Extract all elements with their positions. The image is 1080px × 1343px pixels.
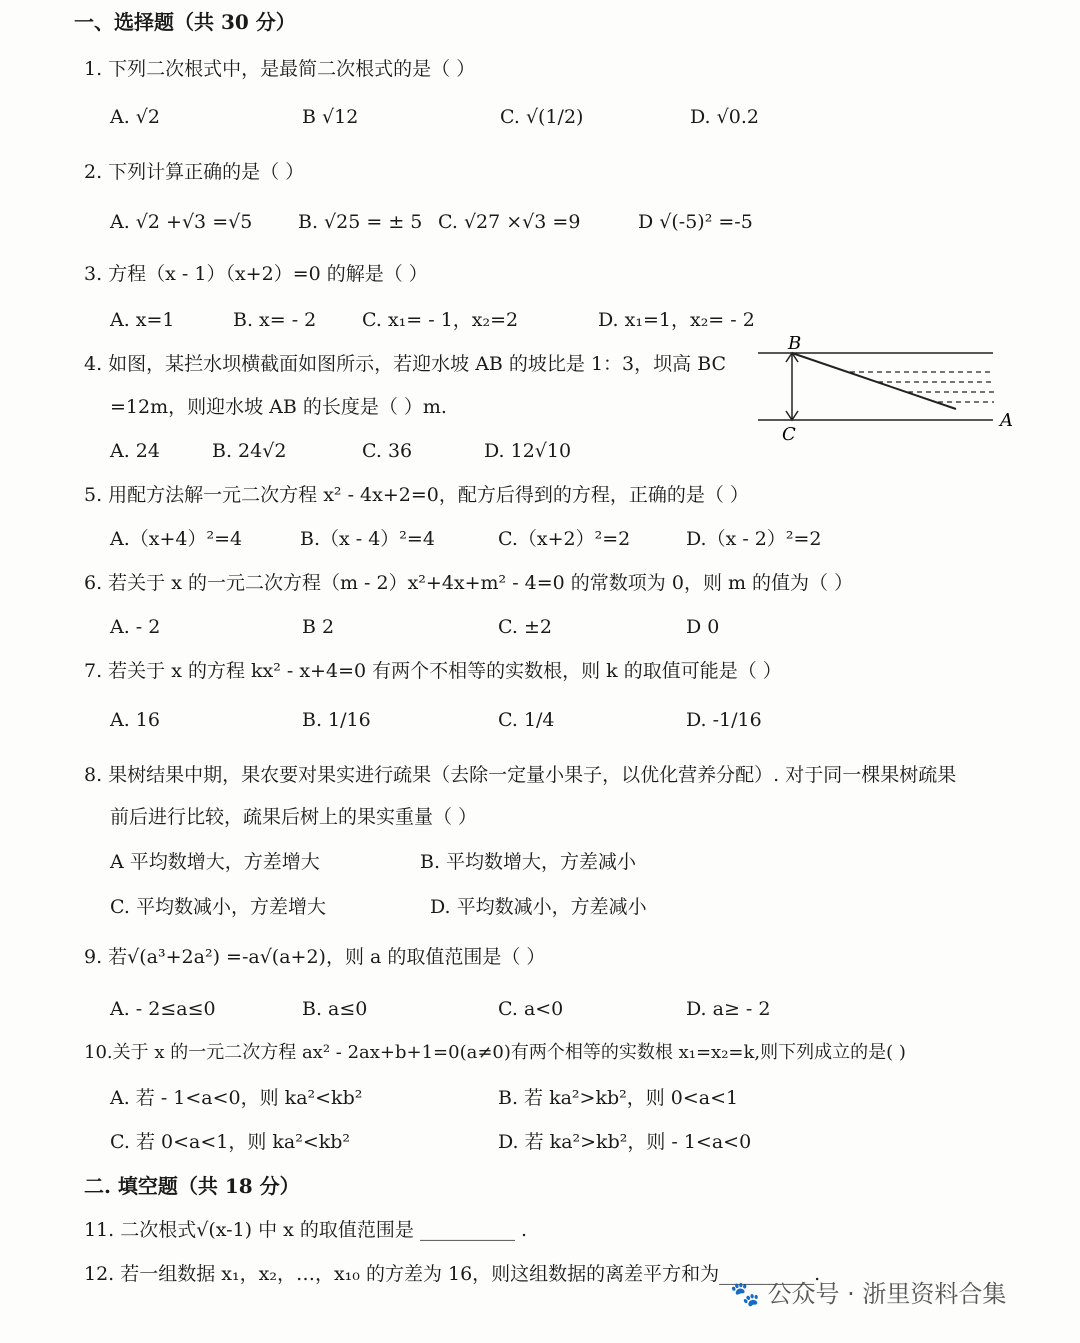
- q1-option-a: A. √2: [110, 106, 160, 128]
- q7-option-c: C. 1/4: [498, 709, 555, 731]
- q1-option-d: D. √0.2: [690, 106, 759, 128]
- q3-option-d: D. x₁=1，x₂= - 2: [598, 309, 755, 331]
- q3-option-a: A. x=1: [110, 309, 175, 331]
- q4-stem-line1: 4. 如图，某拦水坝横截面如图所示，若迎水坡 AB 的坡比是 1：3，坝高 BC: [84, 353, 727, 375]
- q9-option-c: C. a<0: [498, 998, 564, 1020]
- q3-stem: 3. 方程（x - 1）（x+2）=0 的解是（ ）: [84, 263, 428, 285]
- q8-stem-line2: 前后进行比较，疏果后树上的果实重量（ ）: [110, 806, 478, 828]
- q3-option-c: C. x₁= - 1，x₂=2: [362, 309, 519, 331]
- section-title-choice: 一、选择题（共 30 分）: [74, 10, 296, 34]
- q8-option-d: D. 平均数减小，方差减小: [430, 896, 647, 918]
- q4-stem-line2: =12m，则迎水坡 AB 的长度是（ ）m.: [110, 396, 447, 418]
- q8-option-c: C. 平均数减小，方差增大: [110, 896, 326, 918]
- q2-option-d: D √(-5)² =-5: [638, 211, 753, 233]
- q2-option-b: B. √25 = ± 5: [298, 211, 423, 233]
- q9-stem: 9. 若√(a³+2a²) =-a√(a+2)，则 a 的取值范围是（ ）: [84, 946, 546, 968]
- q12-stem: 12. 若一组数据 x₁，x₂，…，x₁₀ 的方差为 16，则这组数据的离差平方和为__________.: [84, 1263, 821, 1285]
- q6-option-d: D 0: [686, 616, 720, 638]
- label-a: A: [1000, 410, 1013, 431]
- q4-option-d: D. 12√10: [484, 440, 572, 462]
- q6-stem: 6. 若关于 x 的一元二次方程（m - 2）x²+4x+m² - 4=0 的常数项为 0，则 m 的值为（ ）: [84, 572, 854, 594]
- q11-stem: 11. 二次根式√(x-1) 中 x 的取值范围是 __________ .: [84, 1219, 528, 1241]
- q10-option-c: C. 若 0<a<1，则 ka²<kb²: [110, 1131, 351, 1153]
- q2-option-a: A. √2 +√3 =√5: [110, 211, 253, 233]
- q8-stem-line1: 8. 果树结果中期，果农要对果实进行疏果（去除一定量小果子，以优化营养分配）. 对于同一棵果树疏果: [84, 764, 957, 786]
- q6-option-c: C. ±2: [498, 616, 552, 638]
- q10-option-d: D. 若 ka²>kb²，则 - 1<a<0: [498, 1131, 752, 1153]
- q5-stem: 5. 用配方法解一元二次方程 x² - 4x+2=0，配方后得到的方程，正确的是（ ）: [84, 484, 749, 506]
- slope-ab-line: [792, 353, 956, 409]
- q9-option-a: A. - 2≤a≤0: [110, 998, 216, 1020]
- q1-stem: 1. 下列二次根式中，是最简二次根式的是（ ）: [84, 58, 476, 80]
- section-title-fill-in: 二. 填空题（共 18 分）: [84, 1174, 300, 1198]
- q7-option-a: A. 16: [110, 709, 160, 731]
- q4-option-b: B. 24√2: [212, 440, 287, 462]
- q2-option-c: C. √27 ×√3 =9: [438, 211, 581, 233]
- q10-option-a: A. 若 - 1<a<0，则 ka²<kb²: [110, 1087, 363, 1109]
- q7-stem: 7. 若关于 x 的方程 kx² - x+4=0 有两个不相等的实数根，则 k 的取值可能是（ ）: [84, 660, 782, 682]
- watermark: 🐾 公众号 · 浙里资料合集: [730, 1280, 1007, 1308]
- q3-option-b: B. x= - 2: [233, 309, 317, 331]
- q9-option-d: D. a≥ - 2: [686, 998, 771, 1020]
- q6-option-a: A. - 2: [110, 616, 161, 638]
- label-c: C: [782, 424, 796, 444]
- q1-option-c: C. √(1/2): [500, 106, 584, 128]
- q8-option-b: B. 平均数增大，方差减小: [420, 851, 637, 873]
- q10-option-b: B. 若 ka²>kb²，则 0<a<1: [498, 1087, 739, 1109]
- q5-option-c: C.（x+2）²=2: [498, 528, 631, 550]
- q7-option-d: D. -1/16: [686, 709, 762, 731]
- q5-option-d: D.（x - 2）²=2: [686, 528, 822, 550]
- q7-option-b: B. 1/16: [302, 709, 371, 731]
- q2-stem: 2. 下列计算正确的是（ ）: [84, 161, 305, 183]
- q4-option-a: A. 24: [110, 440, 160, 462]
- q10-stem: 10.关于 x 的一元二次方程 ax² - 2ax+b+1=0(a≠0)有两个相等的实数根 x₁=x₂=k,则下列成立的是( ): [84, 1042, 906, 1063]
- q4-option-c: C. 36: [362, 440, 413, 462]
- q5-option-b: B.（x - 4）²=4: [300, 528, 435, 550]
- q9-option-b: B. a≤0: [302, 998, 368, 1020]
- label-b: B: [788, 333, 802, 354]
- dam-cross-section-figure: [758, 332, 1028, 444]
- q6-option-b: B 2: [302, 616, 335, 638]
- q1-option-b: B √12: [302, 106, 359, 128]
- q5-option-a: A.（x+4）²=4: [110, 528, 243, 550]
- q8-option-a: A 平均数增大，方差增大: [110, 851, 320, 873]
